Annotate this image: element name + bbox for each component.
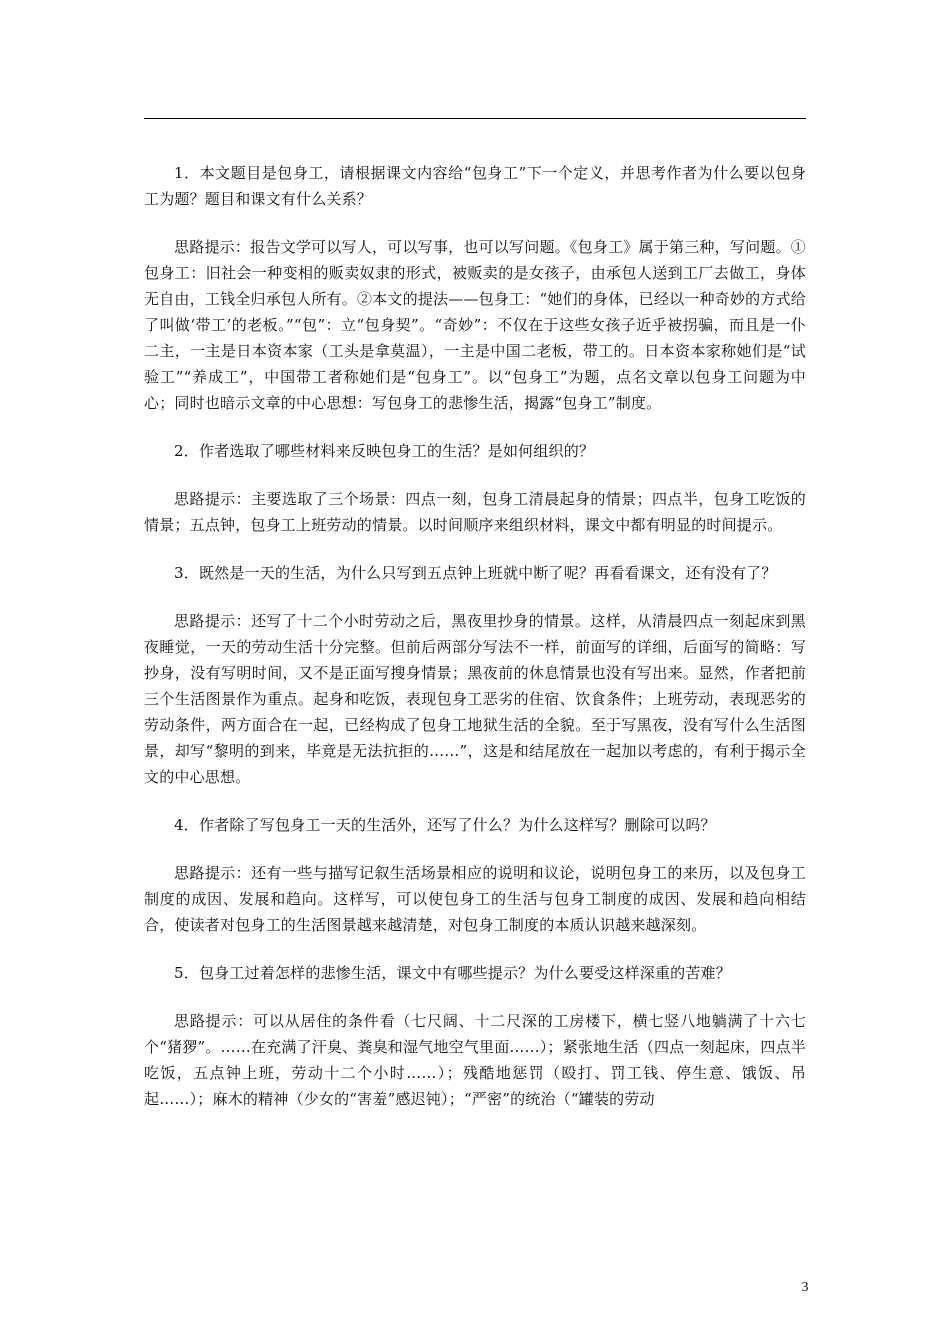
header-rule bbox=[144, 118, 806, 119]
hint-3: 思路提示：还写了十二个小时劳动之后，黑夜里抄身的情景。这样，从清晨四点一刻起床到黑夜睡觉，一天的劳动生活十分完整。但前后两部分写法不一样，前面写的详细，后面写的简略：写抄身，没有写明时间，又不是正面写搜身情景；黑夜前的休息情景也没有写出来。显然，作者把前三个生活图景作为重点。起身和吃饭，表现包身工恶劣的住宿、饮食条件；上班劳动，表现恶劣的劳动条件，两方面合在一起，已经构成了包身工地狱生活的全貌。至于写黑夜，没有写什么生活图景，却写“黎明的到来，毕竟是无法抗拒的……”，这是和结尾放在一起加以考虑的，有利于揭示全文的中心思想。 bbox=[144, 612, 806, 786]
page-number: 3 bbox=[801, 1280, 809, 1295]
question-2: 2．作者选取了哪些材料来反映包身工的生活？是如何组织的？ bbox=[174, 442, 595, 460]
hint-4: 思路提示：还有一些与描写记叙生活场景相应的说明和议论，说明包身工的来历，以及包身工制度的成因、发展和趋向。这样写，可以使包身工的生活与包身工制度的成因、发展和趋向相结合，使读者对包身工的生活图景越来越清楚，对包身工制度的本质认识越来越深刻。 bbox=[144, 864, 806, 934]
question-3: 3．既然是一天的生活，为什么只写到五点钟上班就中断了呢？再看看课文，还有没有了？ bbox=[174, 564, 777, 582]
question-1: 1．本文题目是包身工，请根据课文内容给“包身工”下一个定义，并思考作者为什么要以包身工为题？题目和课文有什么关系？ bbox=[144, 164, 806, 208]
question-4: 4．作者除了写包身工一天的生活外，还写了什么？为什么这样写？删除可以吗？ bbox=[174, 816, 716, 834]
document-body bbox=[144, 160, 806, 1112]
hint-1: 思路提示：报告文学可以写人，可以写事，也可以写问题。《包身工》属于第三种，写问题。①包身工：旧社会一种变相的贩卖奴隶的形式，被贩卖的是女孩子，由承包人送到工厂去做工，身体无自由，工钱全归承包人所有。②本文的提法——包身工：“她们的身体，已经以一种奇妙的方式给了叫做‘带工’的老板。”“包”：立“包身契”。“奇妙”：不仅在于这些女孩子近乎被拐骗，而且是一仆二主，一主是日本资本家（工头是拿莫温），一主是中国二老板，带工的。日本资本家称她们是“试验工”“养成工”，中国带工者称她们是“包身工”。以“包身工”为题，点名文章以包身工问题为中心；同时也暗示文章的中心思想：写包身工的悲惨生活，揭露“包身工”制度。 bbox=[144, 238, 806, 412]
hint-5: 思路提示：可以从居住的条件看（七尺阔、十二尺深的工房楼下，横七竖八地躺满了十六七个“猪猡”。……在充满了汗臭、粪臭和湿气地空气里面……）；紧张地生活（四点一刻起床，四点半吃饭，五点钟上班，劳动十二个小时……）；残酷地惩罚（殴打、罚工钱、停生意、饿饭、吊起……）；麻木的精神（少女的“害羞”感迟钝）；“严密”的统治（“罐装的劳动 bbox=[144, 1012, 806, 1108]
hint-2: 思路提示：主要选取了三个场景：四点一刻，包身工清晨起身的情景；四点半，包身工吃饭的情景；五点钟，包身工上班劳动的情景。以时间顺序来组织材料，课文中都有明显的时间提示。 bbox=[144, 490, 806, 534]
question-5: 5．包身工过着怎样的悲惨生活，课文中有哪些提示？为什么要受这样深重的苦难？ bbox=[174, 964, 731, 982]
